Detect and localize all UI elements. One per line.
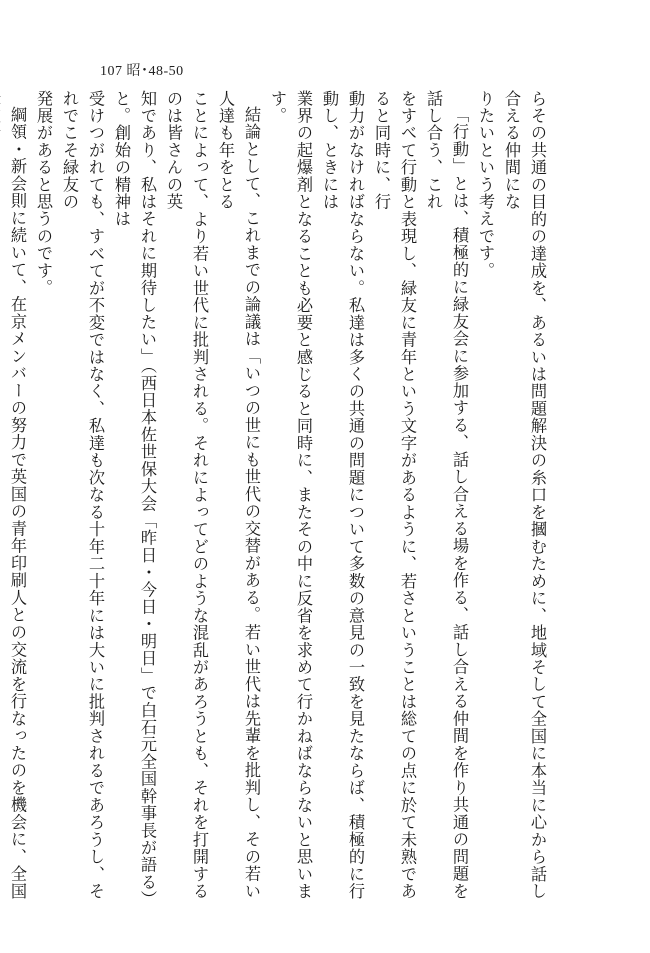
paragraph-conclusion: 結論として、これまでの論議は「いつの世にも世代の交替がある。若い世代は先輩を批判し、その若い人達も年をとる ことによって、より若い世代に批判される。それによってどのような混乱があろうとも、それを打開するのは皆さんの英 知であり、私はそれに期待したい」（西日本佐世保大会「昨日・今日・明日」で白石元全国幹事長が語る）と。創始の精神は 受けつがれても、すべてが不変ではなく、私達も次なる十年二十年には大いに批判されるであろうし、それでこそ緑友の 発展があると思うのです。 [34, 90, 261, 900]
paragraph-national-name: 綱領・新会則に続いて、在京メンバーの努力で英国の青年印刷人との交流を行なったのを機会に、全国 [8, 106, 27, 900]
paragraph-continuation: らその共通の目的の達成を、あるいは問題解決の糸口を摑むために、地域そして全国に本当に心から話し合える仲間にな りたいという考えです。 [476, 90, 547, 900]
vertical-text-body [0, 90, 550, 900]
page-header: 107 昭･48-50 [100, 64, 184, 79]
paragraph-action: 「行動」とは、積極的に緑友会に参加する、話し合える場を作る、話し合える仲間を作り共通の問題を話し合う、これ をすべて行動と表現し、緑友に青年という文字があるように、若さということは総ての点に於て未熟であると同時に、行 動力がなければならない。私達は多くの共通の問題について多数の意見の一致を見たならば、積極的に行動し、ときには 業界の起爆剤となることも必要と感じると同時に、またその中に反省を求めて行かねばならないと思います。 [268, 90, 469, 900]
